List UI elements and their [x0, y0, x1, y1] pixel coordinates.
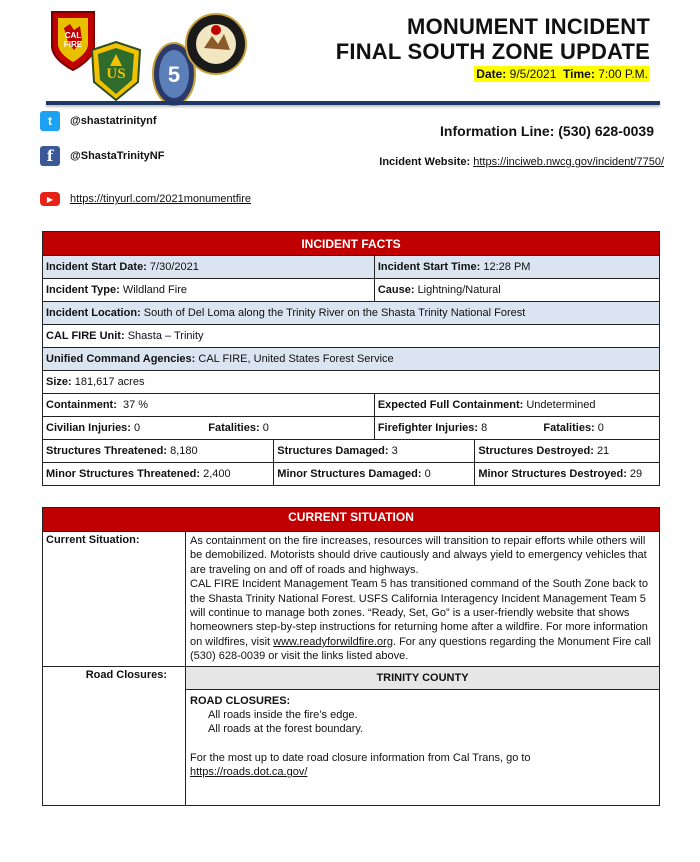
time-value: 7:00 P.M. — [598, 67, 648, 81]
cause-cell: Cause: Lightning/Natural — [374, 279, 659, 302]
facebook-handle[interactable] — [40, 146, 164, 166]
start-date-cell: Incident Start Date: 7/30/2021 — [43, 256, 375, 279]
incident-management-team-logo — [184, 12, 248, 76]
minor-threatened-cell: Minor Structures Threatened: 2,400 — [43, 463, 274, 486]
website-label: Incident Website: — [379, 156, 471, 168]
incident-type-cell: Incident Type: Wildland Fire — [43, 279, 375, 302]
minor-damaged-cell: Minor Structures Damaged: 0 — [274, 463, 475, 486]
location-cell: Incident Location: South of Del Loma along the Trinity River on the Shasta Trinity National Forest — [43, 302, 660, 325]
incident-facts-table — [42, 231, 660, 486]
full-containment-cell: Expected Full Containment: Undetermined — [374, 394, 659, 417]
youtube-link[interactable]: https://tinyurl.com/2021monumentfire — [70, 193, 251, 205]
title-line-2: FINAL SOUTH ZONE UPDATE — [335, 39, 650, 64]
incident-facts-heading: INCIDENT FACTS — [43, 232, 660, 256]
readyforwildfire-link[interactable]: www.readyforwildfire.org — [273, 635, 393, 648]
header-divider — [46, 101, 660, 105]
structures-destroyed-cell: Structures Destroyed: 21 — [475, 440, 660, 463]
closures-heading: ROAD CLOSURES: — [190, 694, 291, 707]
trinity-county-heading: TRINITY COUNTY — [186, 666, 660, 689]
svg-text:CAL: CAL — [64, 31, 82, 40]
svg-text:US: US — [106, 66, 126, 82]
twitter-handle[interactable] — [40, 111, 157, 131]
closure-item: All roads inside the fire’s edge. — [208, 709, 358, 722]
road-closures-content — [186, 689, 660, 805]
civilian-casualties-cell: Civilian Injuries: 0 Fatalities: 0 — [43, 417, 375, 440]
current-situation-heading: CURRENT SITUATION — [43, 508, 660, 532]
facebook-icon: f — [40, 146, 60, 166]
svg-text:FIRE: FIRE — [63, 40, 83, 49]
time-label: Time: — [563, 67, 595, 81]
date-value: 9/5/2021 — [509, 67, 557, 81]
date-label: Date: — [476, 67, 507, 81]
title-line-1: MONUMENT INCIDENT — [407, 14, 650, 39]
size-cell: Size: 181,617 acres — [43, 371, 660, 394]
incident-website — [379, 156, 664, 168]
firefighter-casualties-cell: Firefighter Injuries: 8 Fatalities: 0 — [374, 417, 659, 440]
calfire-unit-cell: CAL FIRE Unit: Shasta – Trinity — [43, 325, 660, 348]
caltrans-text: For the most up to date road closure information from Cal Trans, go to — [190, 751, 531, 764]
agencies-cell: Unified Command Agencies: CAL FIRE, United States Forest Service — [43, 348, 660, 371]
us-forest-service-logo — [88, 40, 144, 102]
date-time-badge — [474, 66, 650, 82]
minor-destroyed-cell: Minor Structures Destroyed: 29 — [475, 463, 660, 486]
facebook-text: @ShastaTrinityNF — [70, 150, 165, 162]
caltrans-link[interactable]: https://roads.dot.ca.gov/ — [190, 766, 308, 779]
situation-text: As containment on the fire increases, resources will transition to repair efforts while others will be demobilized. Motorists should drive cautiously and always yield to emergency vehicles that are traveling on and off of roads and highways. CAL FIRE Incident Management Team 5 has transitioned command of the South Zone back to the Shasta Trinity National Forest. USFS California Interagency Incident Management Team 5 will continue to manage both zones. “Ready, Set, Go” is a user-friendly website that shows homeowners step-by-step instructions for returning home after a wildfire. For more information on wildfires, visit www.readyforwildfire.org. For any questions regarding the Monument Fire call (530) 628-0039 or visit the links listed above. — [186, 532, 660, 667]
twitter-icon: t — [40, 111, 60, 131]
road-closures-label: Road Closures: — [43, 666, 186, 805]
information-line: Information Line: (530) 628-0039 — [440, 123, 654, 139]
structures-threatened-cell: Structures Threatened: 8,180 — [43, 440, 274, 463]
youtube-link-row — [40, 192, 251, 206]
current-situation-table — [42, 507, 660, 806]
document-title — [336, 14, 650, 83]
structures-damaged-cell: Structures Damaged: 3 — [274, 440, 475, 463]
twitter-text: @shastatrinitynf — [70, 115, 157, 127]
containment-cell: Containment: 37 % — [43, 394, 375, 417]
youtube-icon: ▶ — [40, 192, 60, 206]
svg-text:5: 5 — [167, 62, 181, 87]
situation-label: Current Situation: — [43, 532, 186, 667]
website-link[interactable]: https://inciweb.nwcg.gov/incident/7750/ — [473, 156, 664, 168]
agency-logos — [48, 8, 248, 108]
start-time-cell: Incident Start Time: 12:28 PM — [374, 256, 659, 279]
closure-item: All roads at the forest boundary. — [208, 723, 364, 736]
